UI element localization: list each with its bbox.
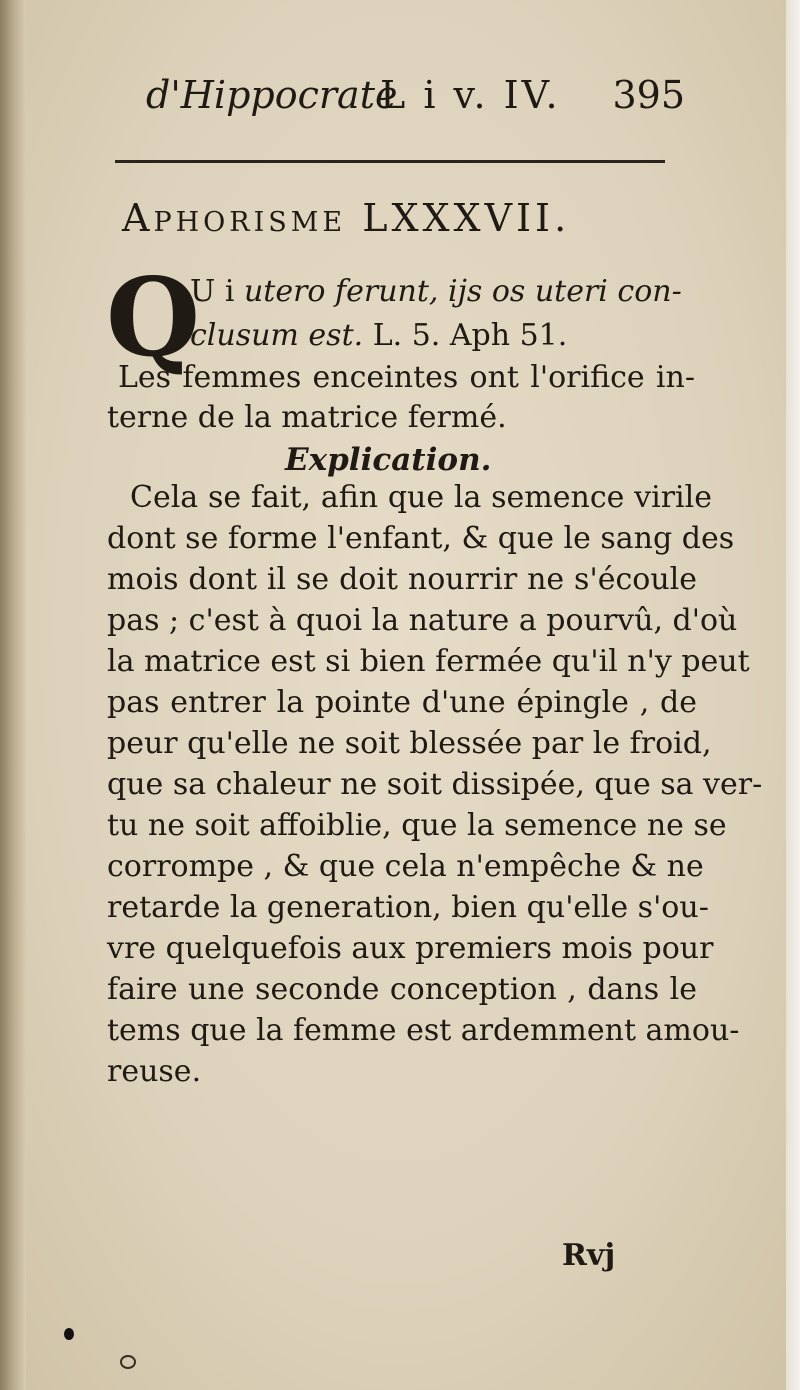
- running-head-title: d'Hippocrate: [146, 73, 398, 117]
- french-translation-line: terne de la matrice fermé.: [107, 400, 507, 435]
- latin-line: [190, 272, 695, 312]
- body-line: Cela se fait, afin que la semence virile: [130, 480, 712, 515]
- latin-line: [190, 316, 590, 356]
- latin-italic: clusum est.: [190, 318, 364, 353]
- latin-small-caps: U i: [190, 274, 244, 309]
- running-head-book: L i v. IV.: [380, 73, 561, 117]
- page-edge: [786, 0, 800, 1390]
- aphorism-title: Aphorisme LXXXVII.: [122, 196, 571, 240]
- body-line: retarde la generation, bien qu'elle s'ou-: [107, 890, 709, 925]
- ink-spot: [64, 1328, 74, 1340]
- running-head: [140, 70, 685, 120]
- show-through-text: [110, 1100, 650, 1140]
- body-line: reuse.: [107, 1054, 202, 1089]
- body-line: tems que la femme est ardemment amou-: [107, 1013, 740, 1048]
- french-translation-line: Les femmes enceintes ont l'orifice in-: [118, 360, 695, 395]
- drop-capital: Q: [106, 255, 201, 381]
- body-line: tu ne soit affoiblie, que la semence ne se: [107, 808, 727, 843]
- signature-mark: Rvj: [562, 1238, 616, 1273]
- latin-italic: utero ferunt, ijs os uteri con-: [243, 274, 682, 309]
- show-through-text: [110, 1140, 650, 1180]
- ink-spot: [120, 1355, 136, 1369]
- page-gutter: [0, 0, 26, 1390]
- body-line: peur qu'elle ne soit blessée par le froid,: [107, 726, 712, 761]
- body-line: mois dont il se doit nourrir ne s'écoule: [107, 562, 697, 597]
- body-line: que sa chaleur ne soit dissipée, que sa ver-: [107, 767, 763, 802]
- header-rule: [115, 160, 665, 163]
- body-line: pas entrer la pointe d'une épingle , de: [107, 685, 697, 720]
- body-line: vre quelquefois aux premiers mois pour: [107, 931, 714, 966]
- show-through-text: [110, 1180, 650, 1220]
- body-line: dont se forme l'enfant, & que le sang des: [107, 521, 735, 556]
- body-line: faire une seconde conception , dans le: [107, 972, 697, 1007]
- body-line: la matrice est si bien fermée qu'il n'y peut: [107, 644, 750, 679]
- body-line: corrompe , & que cela n'empêche & ne: [107, 849, 704, 884]
- explication-heading: Explication.: [285, 442, 492, 478]
- body-line: pas ; c'est à quoi la nature a pourvû, d'où: [107, 603, 738, 638]
- page-number: 395: [612, 73, 685, 117]
- latin-reference: L. 5. Aph 51.: [363, 318, 568, 353]
